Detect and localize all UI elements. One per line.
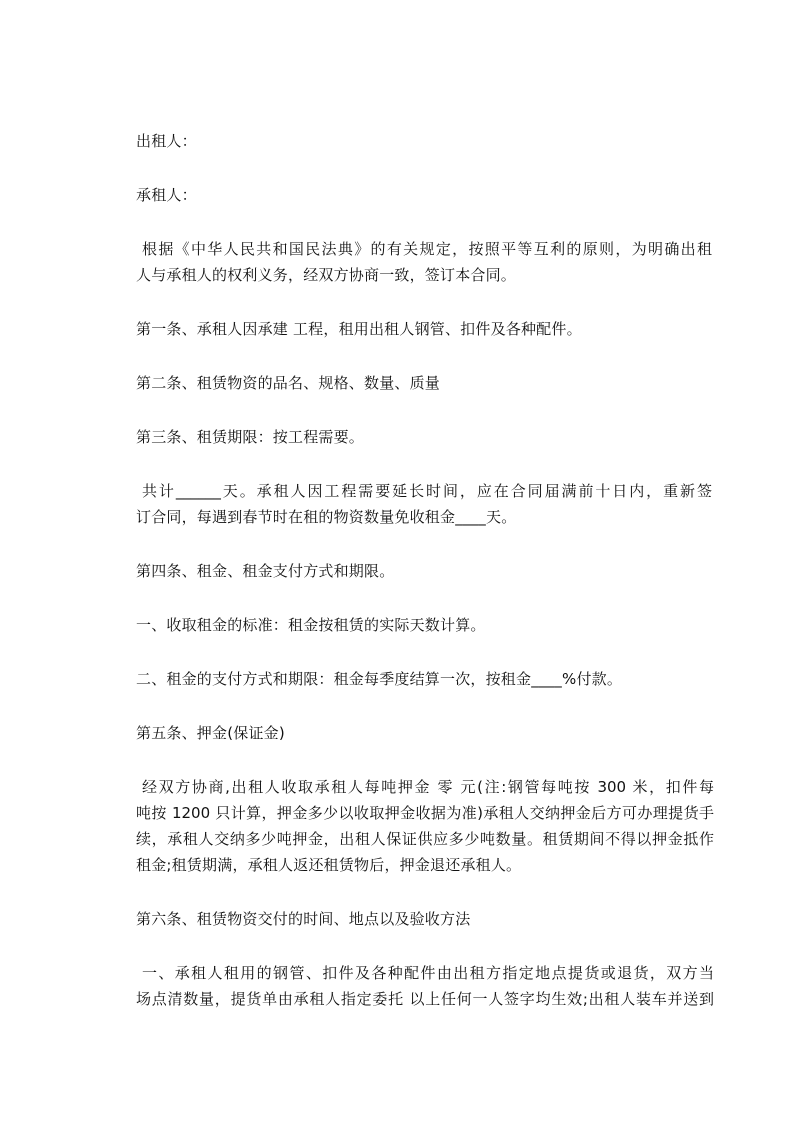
rent-payment: 二、租金的支付方式和期限：租金每季度结算一次，按租金____%付款。 bbox=[136, 670, 623, 688]
article-4: 第四条、租金、租金支付方式和期限。 bbox=[136, 562, 395, 580]
deposit-line-2: 吨按 1200 只计算，押金多少以收取押金收据为准)承租人交纳押金后方可办理提货手 bbox=[136, 804, 714, 822]
article-3: 第三条、租赁期限：按工程需要。 bbox=[136, 428, 365, 446]
article-1: 第一条、承租人因承建 工程，租用出租人钢管、扣件及各种配件。 bbox=[136, 320, 582, 338]
delivery-line-2: 场点清数量，提货单由承租人指定委托 以上任何一人签字均生效;出租人装车并送到 bbox=[136, 990, 714, 1008]
deposit-line-3: 续，承租人交纳多少吨押金，出租人保证供应多少吨数量。租赁期间不得以押金抵作 bbox=[136, 830, 714, 848]
rent-standard: 一、收取租金的标准：租金按租赁的实际天数计算。 bbox=[136, 616, 486, 634]
lessee-label: 承租人： bbox=[136, 186, 197, 204]
delivery-line-1: 一、承租人租用的钢管、扣件及各种配件由出租方指定地点提货或退货，双方当 bbox=[142, 964, 714, 982]
article-6: 第六条、租赁物资交付的时间、地点以及验收方法 bbox=[136, 910, 471, 928]
preamble-line-2: 人与承租人的权利义务，经双方协商一致，签订本合同。 bbox=[136, 266, 517, 284]
term-line-2: 订合同，每遇到春节时在租的物资数量免收租金____天。 bbox=[136, 508, 517, 526]
article-5: 第五条、押金(保证金) bbox=[136, 724, 285, 742]
deposit-line-1: 经双方协商,出租人收取承租人每吨押金 零 元(注:钢管每吨按 300 米，扣件每 bbox=[142, 778, 714, 796]
article-2: 第二条、租赁物资的品名、规格、数量、质量 bbox=[136, 374, 441, 392]
term-line-1: 共计______天。承租人因工程需要延长时间，应在合同届满前十日内，重新签 bbox=[142, 482, 712, 500]
preamble-line-1: 根据《中华人民共和国民法典》的有关规定，按照平等互利的原则，为明确出租 bbox=[142, 240, 712, 258]
lessor-label: 出租人： bbox=[136, 132, 197, 150]
deposit-line-4: 租金;租赁期满，承租人返还租赁物后，押金退还承租人。 bbox=[136, 856, 522, 874]
